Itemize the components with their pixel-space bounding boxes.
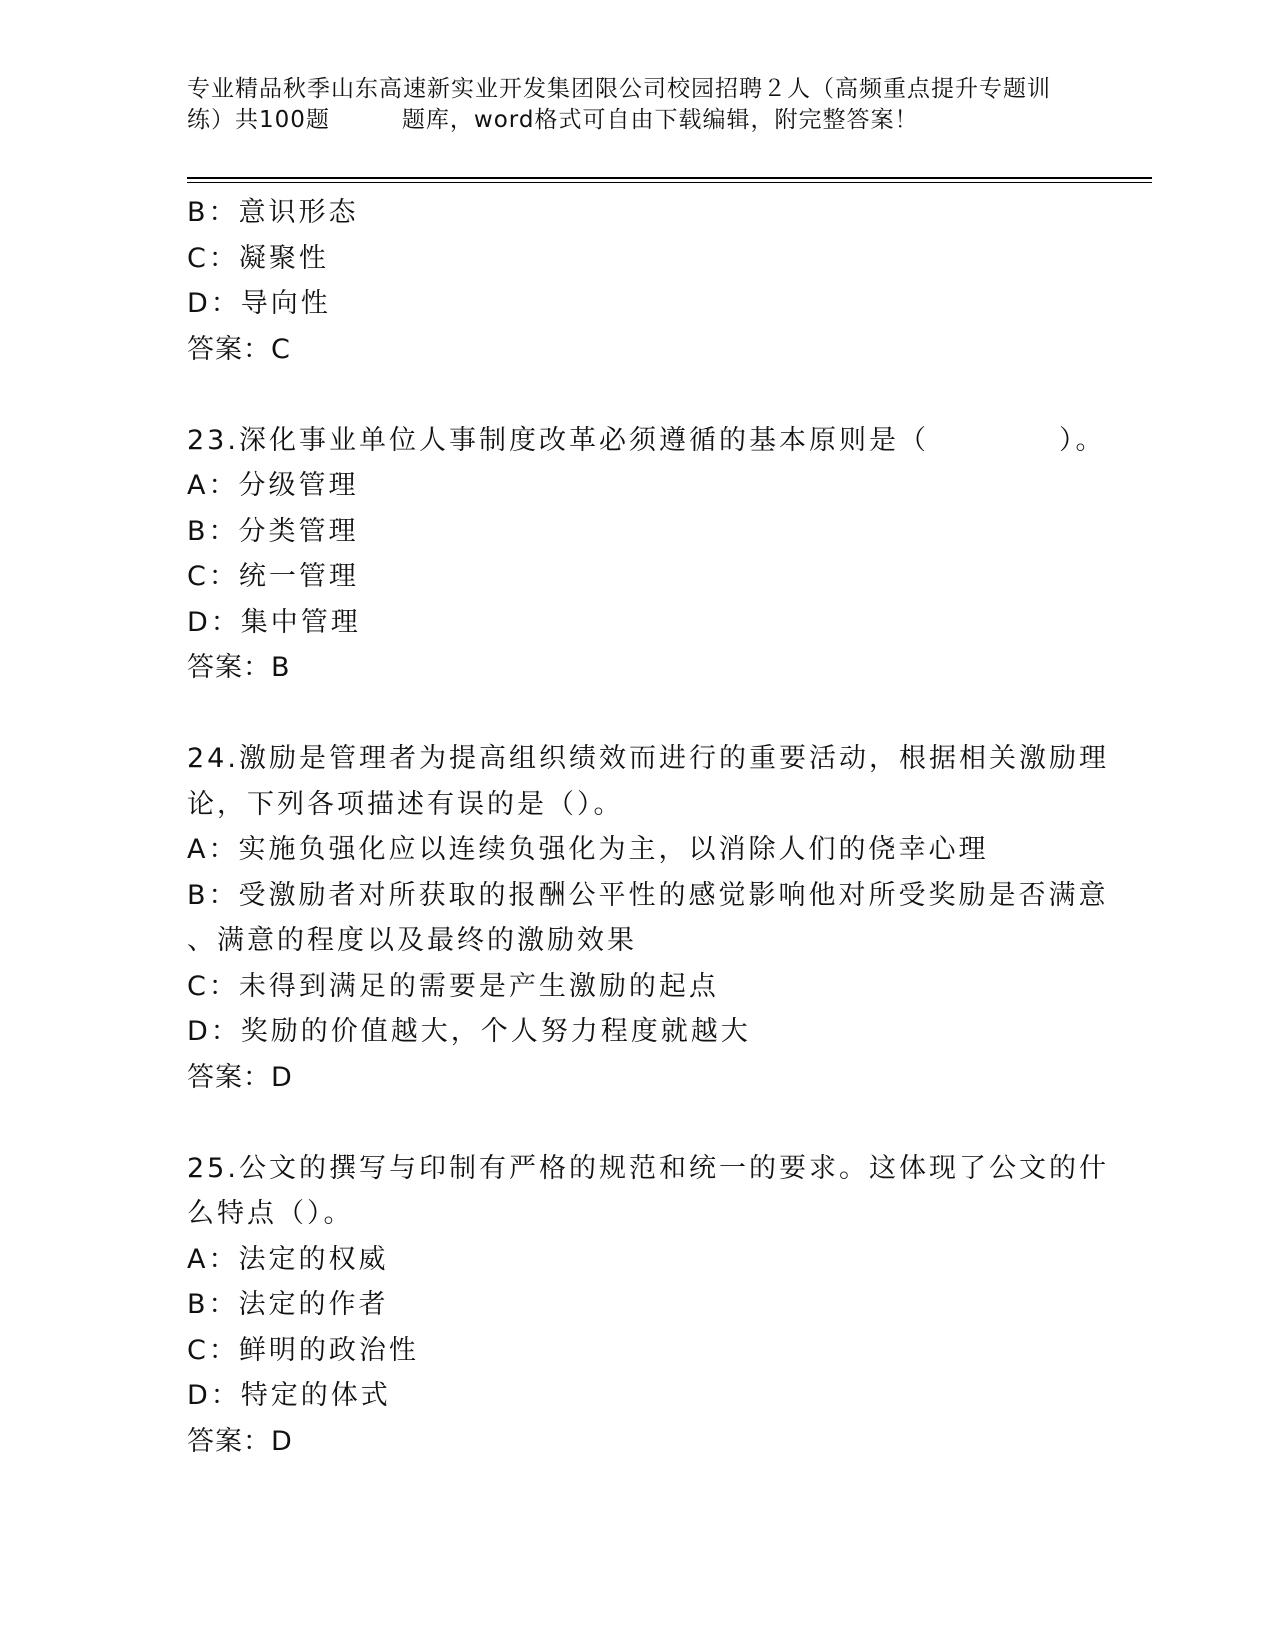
header-divider-thick [187,177,1152,179]
option-a: A：分级管理 [187,470,359,501]
header-title-line2-part2: 题库，word格式可自由下载编辑，附完整答案！ [401,107,919,133]
answer-line: 答案：D [187,1061,293,1093]
question-stem-line1: 24.激励是管理者为提高组织绩效而进行的重要活动，根据相关激励理 [187,743,1109,774]
answer-line: 答案：C [187,333,291,365]
option-b: B：分类管理 [187,515,359,547]
question-stem-line2: 么特点（）。 [187,1198,354,1229]
question-stem-part2: ）。 [1058,424,1106,456]
option-c: C：未得到满足的需要是产生激励的起点 [187,970,719,1002]
option-d: D：奖励的价值越大，个人努力程度就越大 [187,1016,751,1047]
document-body [187,190,1107,1464]
option-d: D：特定的体式 [187,1380,391,1411]
question-25 [187,1146,1107,1465]
header-divider-thin [187,182,1152,183]
document-header [187,74,1087,136]
option-d: D：导向性 [187,288,331,319]
option-c: C：凝聚性 [187,242,329,274]
answer-line: 答案：D [187,1425,293,1457]
header-title-line1: 专业精品秋季山东高速新实业开发集团限公司校园招聘２人（高频重点提升专题训 [187,76,1051,102]
question-stem-part1: 23.深化事业单位人事制度改革必须遵循的基本原则是（ [187,424,929,456]
option-c: C：鲜明的政治性 [187,1334,419,1366]
option-b: B：法定的作者 [187,1289,389,1320]
option-a: A：法定的权威 [187,1243,389,1275]
option-a: A：实施负强化应以连续负强化为主，以消除人们的侥幸心理 [187,834,989,865]
question-stem-line2: 论，下列各项描述有误的是（）。 [187,788,624,820]
question-prev [187,190,1107,372]
header-title-line2-part1: 练）共100题 [187,107,330,133]
header-title-line2 [187,105,1087,136]
question-stem-line1: 25.公文的撰写与印制有严格的规范和统一的要求。这体现了公文的什 [187,1152,1109,1184]
question-23 [187,418,1107,691]
option-b: B：意识形态 [187,197,359,228]
answer-line: 答案：B [187,652,291,683]
option-d: D：集中管理 [187,606,361,638]
option-b-line1: B：受激励者对所获取的报酬公平性的感觉影响他对所受奖励是否满意 [187,879,1109,911]
question-stem [187,418,1107,464]
option-b-line2: 、满意的程度以及最终的激励效果 [187,925,637,956]
option-c: C：统一管理 [187,561,359,592]
question-24 [187,736,1107,1100]
